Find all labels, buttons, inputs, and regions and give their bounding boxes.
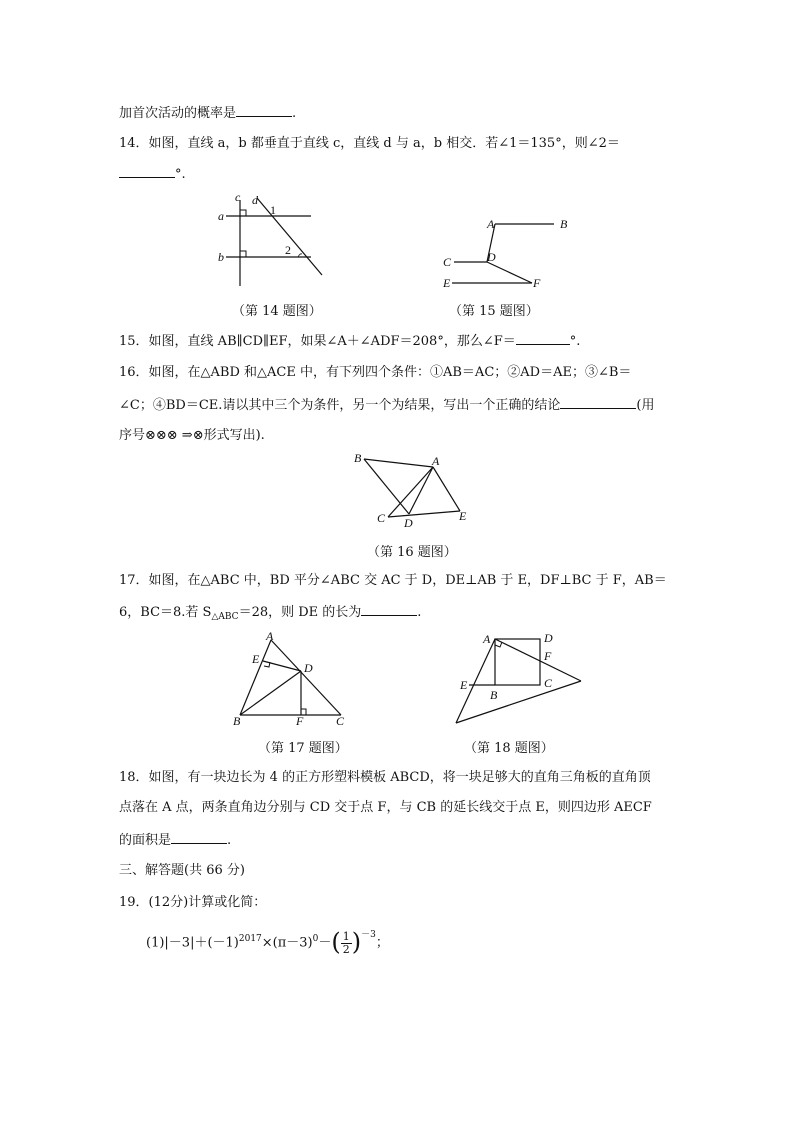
fig14-caption: （第 14 题图） (232, 304, 322, 319)
q19-expression (146, 930, 389, 958)
q19-frac-denominator: 2 (342, 942, 350, 956)
q16-line3: 序号⊗⊗⊗ ⇒⊗形式写出). (119, 428, 265, 443)
q18-line1: 18．如图，有一块边长为 4 的正方形塑料模板 ABCD，将一块足够大的直角三角板的直角顶 (119, 770, 651, 785)
figure-16 (350, 450, 475, 532)
fig18-label-A: A (483, 632, 491, 646)
fig17-label-C: C (336, 714, 345, 728)
q15-answer-blank (516, 332, 570, 345)
q19-right-paren: ) (351, 928, 362, 956)
q19-fraction (341, 931, 352, 956)
q14-line1: 14．如图，直线 a，b 都垂直于直线 c，直线 d 与 a，b 相交．若∠1＝135°，则∠2＝ (119, 136, 620, 151)
q17-line2-mid: ＝28，则 DE 的长为 (238, 605, 362, 620)
q14-line2-end: °. (175, 167, 186, 182)
fig14-label-d: d (252, 193, 258, 207)
q15-line (119, 332, 580, 351)
fig15-caption: （第 15 题图） (449, 304, 539, 319)
q16-line2-end: (用 (636, 398, 655, 413)
fig16-caption: （第 16 题图） (367, 545, 457, 560)
fig16-label-B: B (354, 451, 362, 465)
q18-line3-text: 的面积是 (119, 833, 172, 848)
fig14-label-2: 2 (285, 243, 291, 257)
section3-title: 三、解答题(共 66 分) (119, 863, 245, 878)
q17-line2-end: . (417, 605, 422, 620)
fig18-label-B: B (490, 688, 498, 702)
q19-expr-end: ； (375, 935, 389, 951)
q18-answer-blank (171, 831, 227, 844)
fig16-label-D: D (404, 516, 413, 530)
q15-text: 15．如图，直线 AB∥CD∥EF，如果∠A＋∠ADF＝208°，那么∠F＝ (119, 334, 516, 349)
q19-expr-part2: ×(π－3) (261, 935, 313, 951)
fig14-label-a: a (218, 209, 224, 223)
q18-line3 (119, 831, 231, 850)
fig16-label-C: C (377, 511, 386, 525)
q17-line1: 17．如图，在△ABC 中，BD 平分∠ABC 交 AC 于 D，DE⊥AB 于 E，DF⊥BC 于 F，AB＝ (119, 573, 667, 588)
q13-tail-line (119, 104, 296, 123)
fig17-label-A: A (266, 629, 274, 643)
figure-14 (214, 190, 326, 290)
fig14-label-b: b (218, 250, 224, 264)
q19-line: 19．(12分)计算或化简： (119, 895, 267, 910)
q19-expr-part1: (1)|－3|＋(－1) (146, 935, 239, 951)
q17-line2 (119, 603, 421, 623)
q16-answer-blank (560, 396, 636, 409)
q13-tail-text: 加首次活动的概率是 (119, 106, 237, 121)
fig17-label-F: F (296, 714, 304, 728)
q19-exponent-2017: 2017 (238, 933, 262, 944)
fig18-label-D: D (544, 631, 553, 645)
q19-exponent-0: 0 (312, 933, 319, 944)
fig15-label-D: D (487, 250, 496, 264)
q16-line1: 16．如图，在△ABD 和△ACE 中，有下列四个条件：①AB＝AC；②AD＝AE；③∠B＝ (119, 365, 632, 380)
figure-15 (436, 210, 576, 294)
fig16-label-A: A (432, 454, 440, 468)
q13-tail-end: . (292, 106, 297, 121)
fig18-label-C: C (544, 676, 553, 690)
fig15-label-F: F (533, 276, 541, 290)
fig18-caption: （第 18 题图） (464, 741, 554, 756)
fig17-label-D: D (304, 661, 313, 675)
q15-line-end: °. (569, 334, 581, 349)
fig15-label-B: B (560, 217, 568, 231)
q14-line2 (119, 165, 186, 184)
fig17-label-B: B (233, 714, 241, 728)
fig18-label-F: F (544, 649, 552, 663)
q19-exponent-neg3: －3 (361, 929, 376, 940)
q19-frac-numerator: 1 (342, 929, 350, 943)
fig17-caption: （第 17 题图） (258, 741, 348, 756)
q16-line2 (119, 396, 654, 415)
q17-answer-blank (361, 603, 417, 616)
fig14-label-1: 1 (270, 203, 276, 217)
q13-answer-blank (236, 104, 292, 117)
q17-line2-start: 6，BC＝8.若 S (119, 605, 212, 620)
fig15-label-C: C (443, 255, 452, 269)
fig15-label-A: A (487, 217, 495, 231)
q18-line3-end: . (227, 833, 232, 848)
q17-area-subscript: △ABC (211, 612, 239, 622)
fig16-label-E: E (459, 509, 467, 523)
figure-18 (448, 628, 588, 728)
fig17-label-E: E (252, 652, 260, 666)
figure-17 (228, 628, 352, 728)
fig18-label-E: E (460, 678, 468, 692)
fig15-label-E: E (443, 276, 451, 290)
q14-answer-blank (119, 165, 175, 178)
q19-expr-part3: － (318, 935, 332, 951)
fig14-label-c: c (235, 190, 241, 204)
q18-line2: 点落在 A 点，两条直角边分别与 CD 交于点 F，与 CB 的延长线交于点 E，则四边形 AECF (119, 800, 652, 815)
q16-line2-text: ∠C；④BD＝CE.请以其中三个为条件，另一个为结果，写出一个正确的结论 (119, 398, 561, 413)
q19-left-paren: ( (331, 928, 341, 956)
